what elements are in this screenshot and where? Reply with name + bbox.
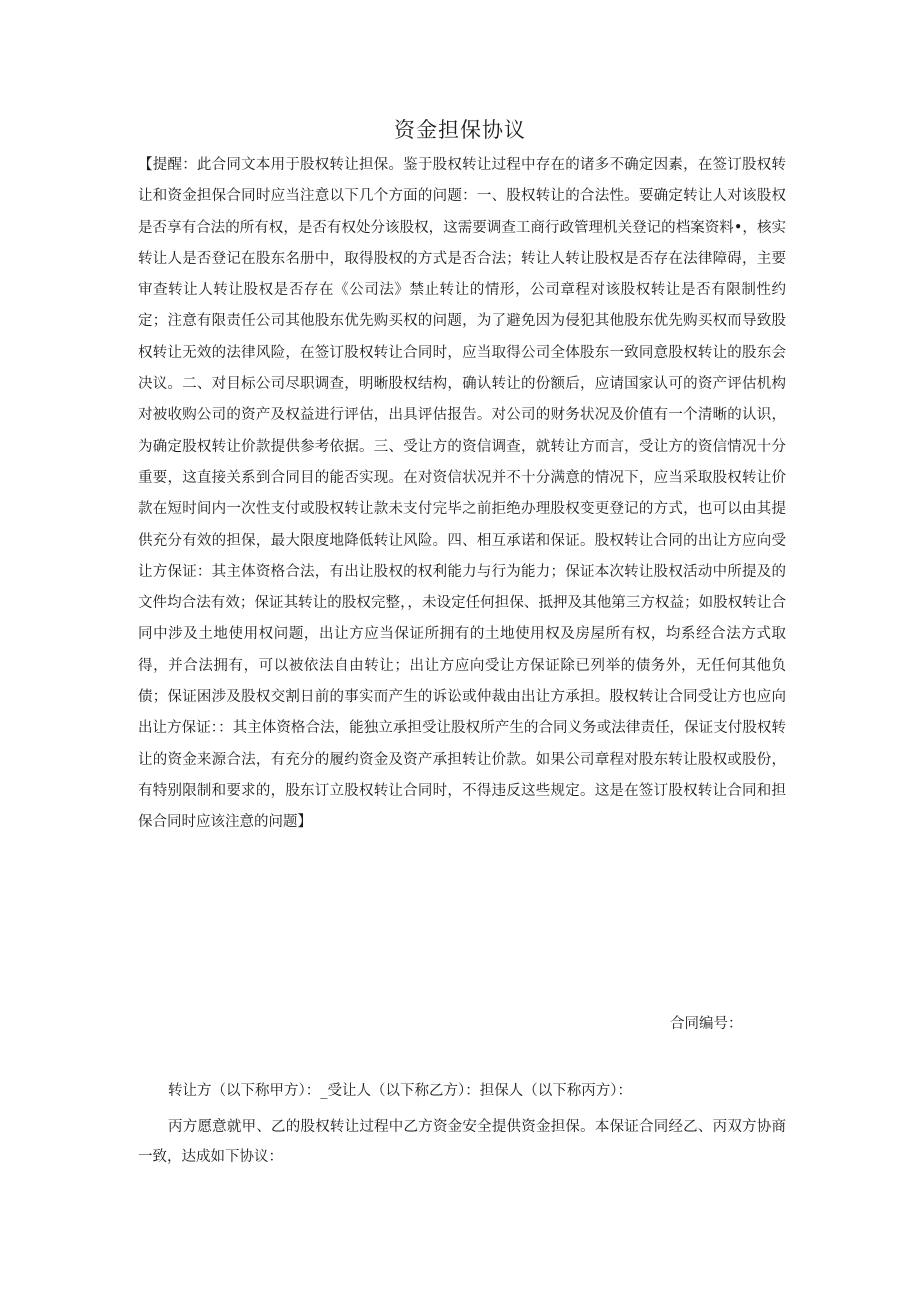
parties-line: 转让方（以下称甲方）：_受让人（以下称乙方）：担保人（以下称丙方）： [168, 1083, 632, 1099]
contract-number-label: 合同编号： [670, 1016, 743, 1032]
document-title: 资金担保协议 [394, 118, 526, 142]
intro-paragraph: 丙方愿意就甲、乙的股权转让过程中乙方资金安全提供资金担保。本保证合同经乙、丙双方协商一致，达成如下协议： [138, 1119, 786, 1165]
reminder-paragraph: 【提醒：此合同文本用于股权转让担保。鉴于股权转让过程中存在的诸多不确定因素，在签订股权转让和资金担保合同时应当注意以下几个方面的问题：一、股权转让的合法性。要确定转让人对该股权是否享有合法的所有权，是否有权处分该股权，这需要调查工商行政管理机关登记的档案资料•，核实转让人是否登记在股东名册中，取得股权的方式是否合法；转让人转让股权是否存在法律障碍，主要审查转让人转让股权是否存在《公司法》禁止转让的情形，公司章程对该股权转让是否有限制性约定；注意有限责任公司其他股东优先购买权的问题，为了避免因为侵犯其他股东优先购买权而导致股权转让无效的法律风险，在签订股权转让合同时，应当取得公司全体股东一致同意股权转让的股东会决议。二、对目标公司尽职调查，明晰股权结构，确认转让的份额后，应请国家认可的资产评估机构对被收购公司的资产及权益进行评估，出具评估报告。对公司的财务状况及价值有一个清晰的认识，为确定股权转让价款提供参考依据。三、受让方的资信调查，就转让方而言，受让方的资信情况十分重要，这直接关系到合同目的能否实现。在对资信状况并不十分满意的情况下，应当采取股权转让价款在短时间内一次性支付或股权转让款未支付完毕之前拒绝办理股权变更登记的方式，也可以由其提供充分有效的担保，最大限度地降低转让风险。四、相互承诺和保证。股权转让合同的出让方应向受让方保证：其主体资格合法，有出让股权的权利能力与行为能力；保证本次转让股权活动中所提及的文件均合法有效；保证其转让的股权完整，，未设定任何担保、抵押及其他第三方权益；如股权转让合同中涉及土地使用权问题，出让方应当保证所拥有的土地使用权及房屋所有权，均系经合法方式取得，并合法拥有，可以被依法自由转让；出让方应向受让方保证除已列举的债务外，无任何其他负债；保证困涉及股权交割日前的事实而产生的诉讼或仲裁由出让方承担。股权转让合同受让方也应向出让方保证：：其主体资格合法，能独立承担受让股权所产生的合同义务或法律责任，保证支付股权转让的资金来源合法，有充分的履约资金及资产承担转让价款。如果公司章程对股东转让股权或股份，有特别限制和要求的，股东订立股权转让合同时，不得违反这些规定。这是在签订股权转让合同和担保合同时应该注意的问题】 [138, 157, 786, 831]
